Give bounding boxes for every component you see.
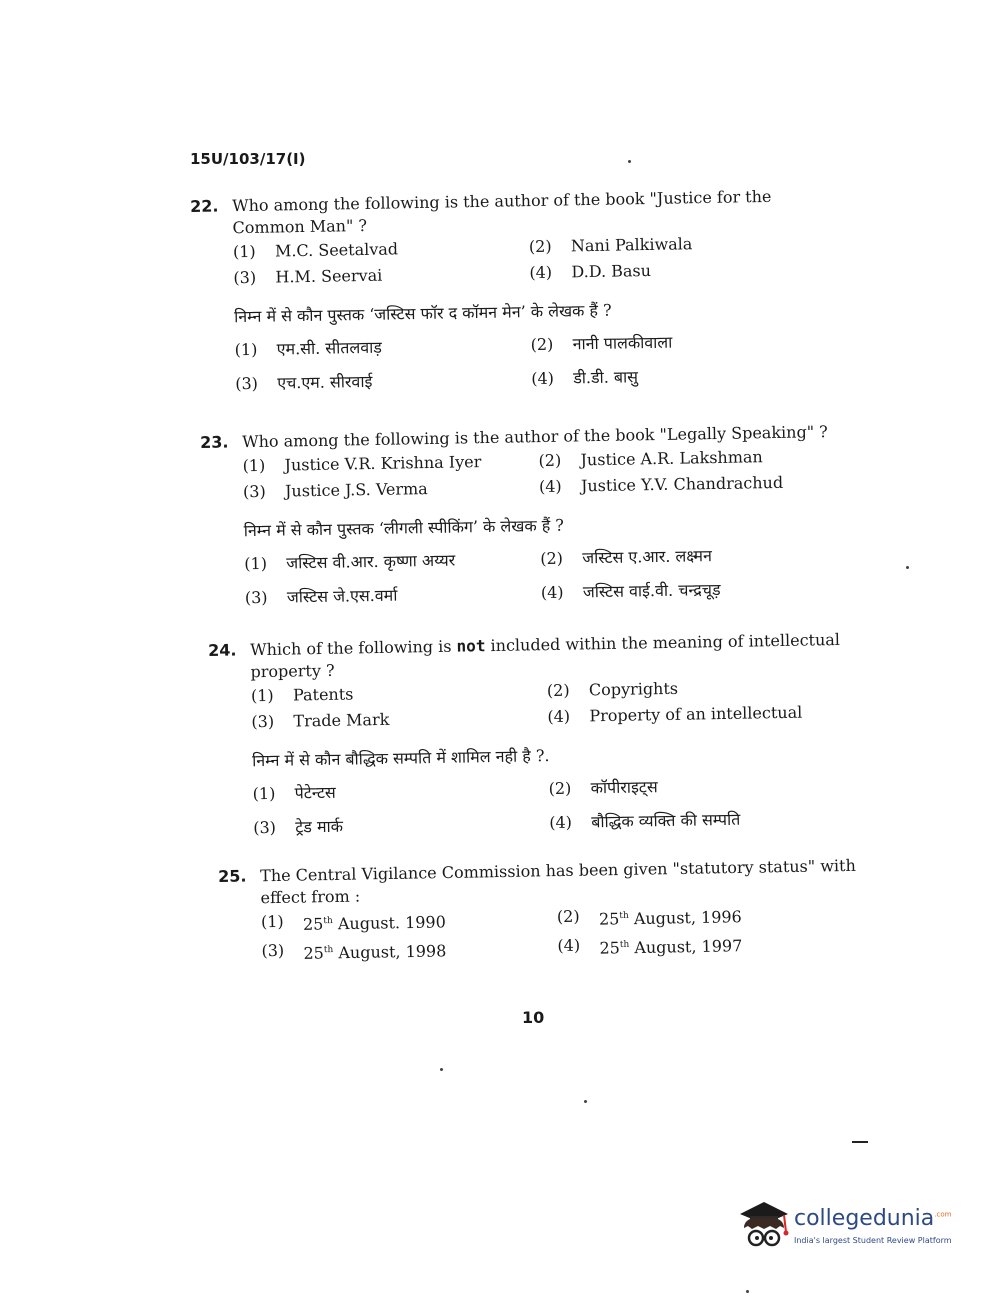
option-2-hindi: (2) जस्टिस ए.आर. लक्ष्मन <box>540 546 713 569</box>
paper-code: 15U/103/17(I) <box>190 150 306 168</box>
brand-tagline: India's largest Student Review Platform <box>794 1236 952 1245</box>
options-hi <box>252 767 851 845</box>
option-2-hindi: (2) नानी पालकीवाला <box>530 332 673 355</box>
question-23 <box>200 421 843 616</box>
option-3-hindi: (3) जस्टिस जे.एस.वर्मा <box>244 585 398 608</box>
option-2-hindi: (2) कॉपीराइट्स <box>548 777 658 799</box>
question-text: Who among the following is the author of the book "Legally Speaking" ? <box>242 422 828 452</box>
option-3: (3) 25th August, 1998 <box>261 941 447 964</box>
option-1: (1) 25th August. 1990 <box>260 911 446 934</box>
option-3-hindi: (3) एच.एम. सीरवाई <box>235 371 373 394</box>
collegedunia-watermark <box>734 1198 960 1256</box>
emphasis-not: not <box>456 636 486 656</box>
question-text: The Central Vigilance Commission has been given "statutory status" with effect from : <box>260 855 856 908</box>
scan-speck <box>746 1290 749 1293</box>
option-3-hindi: (3) ट्रेड मार्क <box>253 816 344 838</box>
option-4: (4) D.D. Basu <box>529 260 652 283</box>
option-1-hindi: (1) जस्टिस वी.आर. कृष्णा अय्यर <box>244 550 456 574</box>
question-22 <box>190 185 833 402</box>
scan-speck <box>440 1068 443 1071</box>
option-3: (3) H.M. Seervai <box>233 265 383 288</box>
options-en <box>233 229 832 291</box>
question-number: 25. <box>218 866 247 886</box>
brand-name: collegedunia$^{.com}$ <box>794 1206 952 1231</box>
option-2: (2) Justice A.R. Lakshman <box>538 447 763 471</box>
option-1-hindi: (1) पेटेन्टस <box>252 782 336 804</box>
student-mascot-icon <box>734 1198 792 1256</box>
option-3: (3) Justice J.S. Verma <box>242 479 428 502</box>
question-number: 23. <box>200 432 229 452</box>
question-text: Who among the following is the author of the book "Justice for the Common Man" ? <box>232 186 772 238</box>
option-1-hindi: (1) एम.सी. सीतलवाड़ <box>234 337 383 360</box>
options-en <box>242 443 841 505</box>
option-4-hindi: (4) डी.डी. बासु <box>531 367 639 389</box>
question-text-hindi: निम्न में से कौन बौद्धिक सम्पति में शामिल नही है ?. <box>251 746 550 771</box>
question-text-hindi: निम्न में से कौन पुस्तक ‘लीगली स्पीकिंग’ के लेखक हैं ? <box>243 515 565 541</box>
question-25 <box>218 855 860 969</box>
option-1: (1) M.C. Seetalvad <box>232 239 399 262</box>
option-4: (4) Justice Y.V. Chandrachud <box>538 472 784 497</box>
scan-speck <box>906 566 909 569</box>
option-2: (2) 25th August, 1996 <box>556 906 742 929</box>
question-text: Which of the following is not included within the meaning of intellectual property ? <box>250 629 841 682</box>
option-2: (2) Nani Palkiwala <box>528 234 693 257</box>
option-4: (4) Property of an intellectual <box>547 702 803 727</box>
question-number: 24. <box>208 640 237 660</box>
option-1: (1) Justice V.R. Krishna Iyer <box>242 452 482 476</box>
scan-speck <box>628 160 631 163</box>
question-24 <box>208 629 851 846</box>
question-number: 22. <box>190 196 219 216</box>
option-2: (2) Copyrights <box>546 678 679 701</box>
options-en <box>261 899 860 968</box>
option-4: (4) 25th August, 1997 <box>557 936 743 959</box>
options-en <box>251 673 850 735</box>
option-1: (1) Patents <box>250 684 354 706</box>
question-text-hindi: निम्न में से कौन पुस्तक ‘जस्टिस फॉर द कॉमन मेन’ के लेखक हैं ? <box>233 300 612 327</box>
option-3: (3) Trade Mark <box>251 709 390 732</box>
scan-speck <box>584 1100 587 1103</box>
options-hi <box>244 537 843 615</box>
scan-mark <box>852 1141 868 1143</box>
option-4-hindi: (4) बौद्धिक व्यक्ति की सम्पति <box>549 809 741 833</box>
page-number: 10 <box>522 1008 545 1027</box>
option-4-hindi: (4) जस्टिस वाई.वी. चन्द्रचूड़ <box>540 579 721 603</box>
options-hi <box>234 323 833 401</box>
